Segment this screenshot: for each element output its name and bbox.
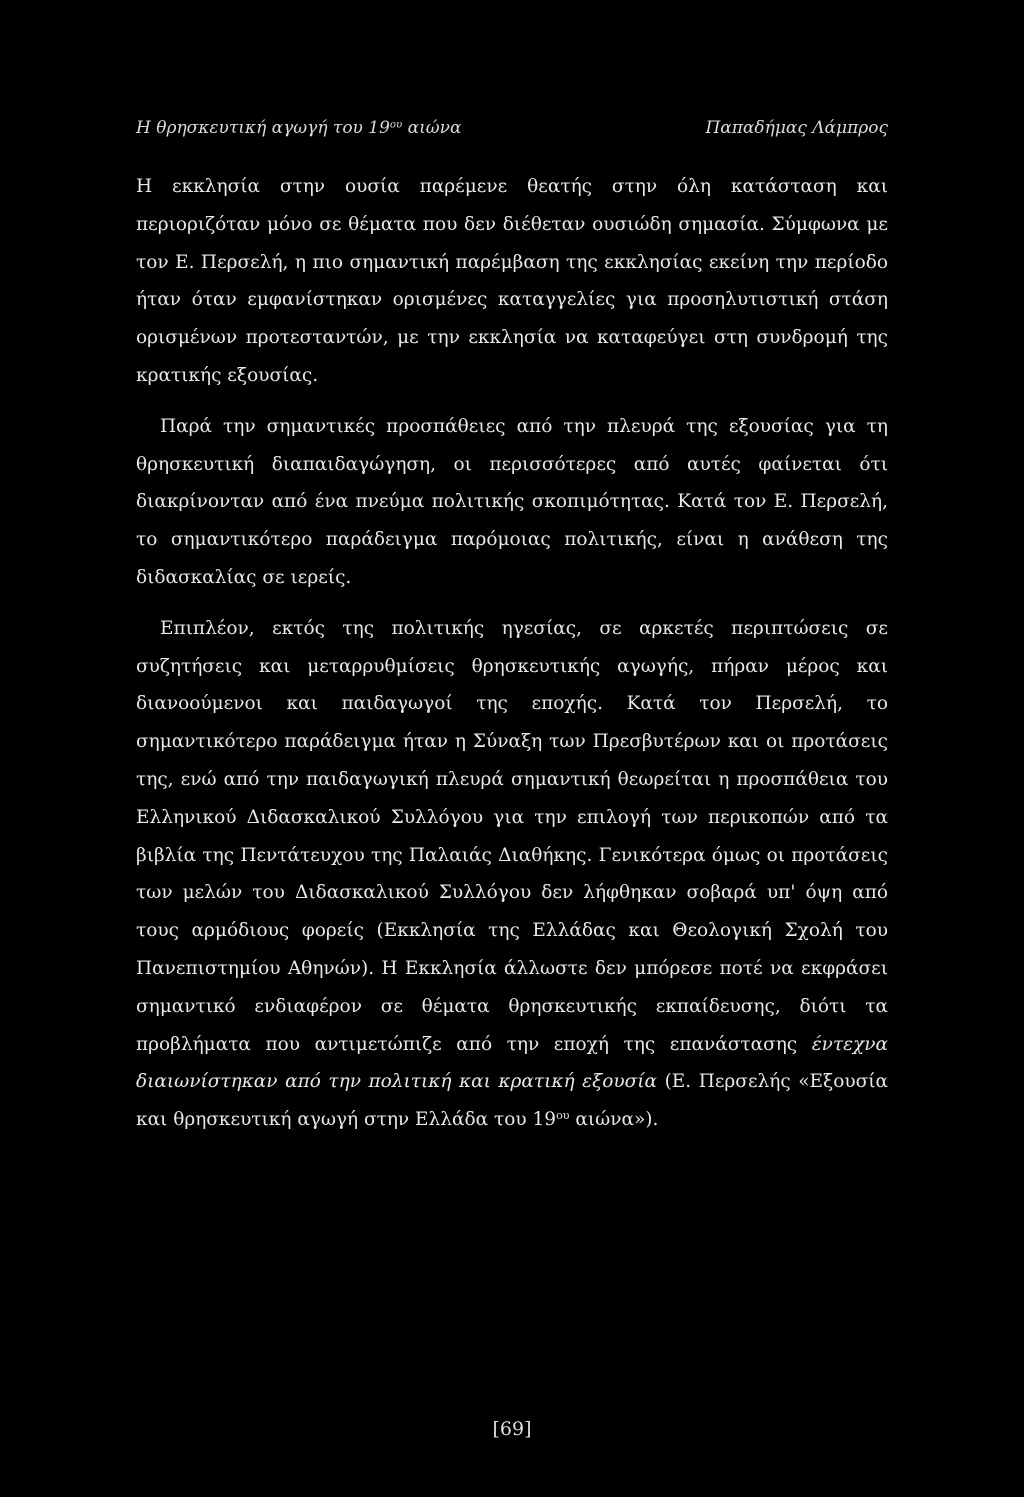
paragraph-3-italic-quote: έντεχνα διαιωνίστηκαν από την πολιτική και κρατική εξουσία: [136, 1033, 888, 1093]
paragraph-3: [136, 610, 888, 1139]
paragraph-1: Η εκκλησία στην ουσία παρέμενε θεατής στην όλη κατάσταση και περιοριζόταν μόνο σε θέματα που δεν διέθεταν ουσιώδη σημασία. Σύμφωνα με τον Ε. Περσελή, η πιο σημαντική παρέμβαση της εκκλησίας εκείνη την περίοδο ήταν όταν εμφανίστηκαν ορισμένες καταγγελίες για προσηλυτιστική στάση ορισμένων προτεσταντών, με την εκκλησία να καταφεύγει στη συνδρομή της κρατικής εξουσίας.: [136, 176, 888, 386]
paragraph-3-text-3: αιώνα»).: [569, 1109, 659, 1131]
paragraph-3-text-2: (Ε. Περσελής «Εξουσία και θρησκευτική αγωγή στην Ελλάδα του 19: [136, 1071, 888, 1131]
page-body: [136, 168, 888, 1139]
paragraph-3-superscript: ου: [556, 1109, 570, 1123]
header-title-superscript: ου: [389, 119, 403, 131]
header-title-end: αιώνα: [402, 118, 462, 138]
paragraph-2: Παρά την σημαντικές προσπάθειες από την πλευρά της εξουσίας για τη θρησκευτική διαπαιδαγώγηση, οι περισσότερες από αυτές φαίνεται ότι διακρίνονταν από ένα πνεύμα πολιτικής σκοπιμότητας. Κατά τον Ε. Περσελή, το σημαντικότερο παράδειγμα παρόμοιας πολιτικής, είναι η ανάθεση της διδασκαλίας σε ιερείς.: [136, 415, 888, 588]
header-title-main: Η θρησκευτική αγωγή του 19: [136, 118, 390, 138]
running-header: [136, 118, 888, 142]
paragraph-3-text-1: Επιπλέον, εκτός της πολιτικής ηγεσίας, σε αρκετές περιπτώσεις σε συζητήσεις και μεταρρυθμίσεις θρησκευτικής αγωγής, πήραν μέρος και διανοούμενοι και παιδαγωγοί της εποχής. Κατά τον Περσελή, το σημαντικότερο παράδειγμα ήταν η Σύναξη των Πρεσβυτέρων και οι προτάσεις της, ενώ από την παιδαγωγική πλευρά σημαντική θεωρείται η προσπάθεια του Ελληνικού Διδασκαλικού Συλλόγου για την επιλογή των περικοπών από τα βιβλία της Πεντάτευχου της Παλαιάς Διαθήκης. Γενικότερα όμως οι προτάσεις των μελών του Διδασκαλικού Συλλόγου δεν λήφθηκαν σοβαρά υπ' όψη από τους αρμόδιους φορείς (Εκκλησία της Ελλάδας και Θεολογική Σχολή του Πανεπιστημίου Αθηνών). Η Εκκλησία άλλωστε δεν μπόρεσε ποτέ να εκφράσει σημαντικό ενδιαφέρον σε θέματα θρησκευτικής εκπαίδευσης, διότι τα προβλήματα που αντιμετώπιζε από την εποχή της επανάστασης: [136, 617, 888, 1055]
header-title: [136, 118, 461, 138]
header-author: Παπαδήμας Λάμπρος: [705, 118, 888, 138]
page-number: [69]: [492, 1418, 532, 1440]
